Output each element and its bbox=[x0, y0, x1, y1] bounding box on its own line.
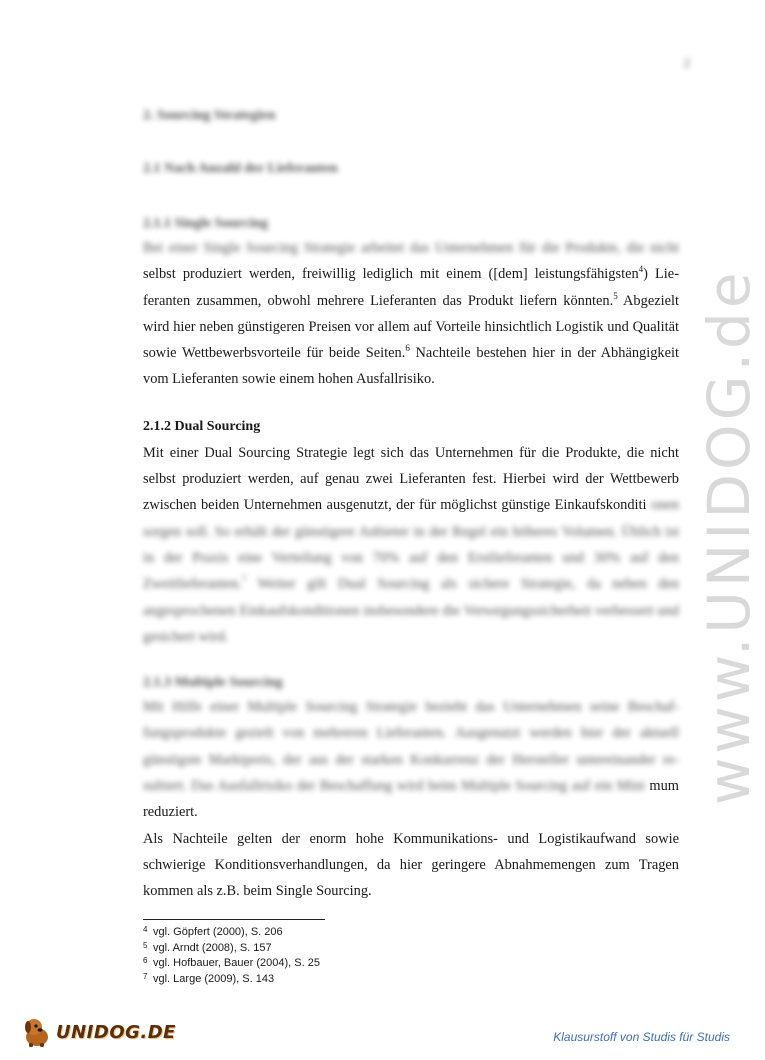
unidog-logo[interactable] bbox=[20, 1012, 176, 1052]
blurred-text: onen sorgen soll. So erhält der günstigere Anbieter in der Regel ein höheres Volumen. Üblich ist in der Praxis eine Verteilung von 70% auf den Erstlieferanten und 30% auf den Zweitlieferanten. bbox=[143, 497, 679, 593]
blurred-text: Weiter gilt Dual Sourcing als sichere Strategie, da neben den angesprochenen Einkaufskonditionen insbesondere die Versorgungssicherheit verbessert und gesichert wird. bbox=[143, 576, 679, 645]
paragraph-multiple-sourcing bbox=[143, 694, 679, 825]
footnote bbox=[143, 925, 543, 941]
footnote bbox=[143, 941, 543, 957]
dog-icon bbox=[20, 1015, 54, 1049]
blurred-text: Mit Hilfe einer Multiple Sourcing Strategie bezieht das Unternehmen seine Beschaffungsprodukte gezielt von mehreren Lieferanten. Ausgenutzt werden hier der aktuell günstigste Marktpreis, der aus der starken Konkurrenz der Hersteller untereinander resultiert. Das Ausfallrisiko der Beschaffung wird beim Multiple Sourcing auf ein Mini bbox=[143, 699, 679, 795]
document-body bbox=[143, 108, 679, 905]
subsection-heading: 2.1 Nach Anzahl der Lieferanten bbox=[143, 161, 338, 176]
footnote-separator bbox=[143, 919, 325, 920]
footnote-number: 7 bbox=[143, 971, 148, 981]
page-number: 2 bbox=[683, 55, 690, 70]
logo-text: UNIDOG.DE bbox=[56, 1021, 176, 1043]
paragraph-text: Nachteile bestehen hier in der Abhängigkeit vom Lieferanten sowie einem hohen Ausfallrisiko. bbox=[143, 345, 679, 388]
section-heading: 2. Sourcing Strategien bbox=[143, 108, 276, 123]
paragraph-dual-sourcing bbox=[143, 440, 679, 650]
heading-dual-sourcing: 2.1.2 Dual Sourcing bbox=[143, 418, 261, 434]
paragraph-nachteile: Als Nachteile gelten der enorm hohe Kommunikations- und Logistikaufwand sowie schwierige Konditionsverhandlungen, da hier geringere Abnahmemengen zum Tragen kommen als z.B. beim Single Sourcing. bbox=[143, 830, 679, 900]
paragraph-text: mum reduziert. bbox=[143, 778, 679, 821]
footnote-text: vgl. Large (2009), S. 143 bbox=[153, 972, 275, 985]
footnote-number: 4 bbox=[143, 925, 148, 934]
paragraph-single-sourcing bbox=[143, 235, 679, 393]
footnotes bbox=[143, 925, 543, 987]
footnote-ref: 4 bbox=[638, 264, 644, 275]
footnote bbox=[143, 972, 543, 988]
footnote-number: 5 bbox=[143, 940, 148, 950]
blurred-text: Bei einer Single Sourcing Strategie arbeitet das Unternehmen für die Produkte, die nicht bbox=[143, 240, 679, 256]
footnote-text: vgl. Göpfert (2000), S. 206 bbox=[153, 926, 283, 938]
footer-tagline: Klausurstoff von Studis für Studis bbox=[553, 1030, 730, 1044]
footnote-ref: 5 bbox=[613, 290, 618, 301]
paragraph-text: selbst produziert werden, freiwillig lediglich mit einem ([dem] leistungsfähigsten bbox=[143, 266, 639, 283]
footnote-text: vgl. Arndt (2008), S. 157 bbox=[153, 941, 272, 954]
paragraph-text: ) Lieferanten zusammen, obwohl mehrere Lieferanten das Produkt liefern könnten. bbox=[143, 266, 679, 309]
watermark: www.UNIDOG.de bbox=[695, 268, 763, 805]
footnote bbox=[143, 956, 543, 972]
heading-multiple-sourcing: 2.1.3 Multiple Sourcing bbox=[143, 675, 283, 691]
paragraph-text: Abgezielt wird hier neben günstigeren Preisen vor allem auf Vorteile hinsichtlich Logistik und Qualität sowie Wettbewerbsvorteile für beide Seiten. bbox=[143, 292, 679, 362]
footnote-ref: 7 bbox=[241, 574, 247, 585]
footnote-ref: 6 bbox=[405, 343, 410, 354]
paragraph-text: Mit einer Dual Sourcing Strategie legt sich das Unternehmen für die Produkte, die nicht selbst produziert werden, auf genau zwei Lieferanten fest. Hierbei wird der Wettbewerb zwischen beiden Unternehmen ausgenutzt, der für möglichst günstige Einkaufskonditi bbox=[143, 444, 679, 514]
footnote-text: vgl. Hofbauer, Bauer (2004), S. 25 bbox=[153, 957, 320, 969]
footnote-number: 6 bbox=[143, 956, 148, 965]
heading-single-sourcing: 2.1.1 Single Sourcing bbox=[143, 216, 268, 231]
